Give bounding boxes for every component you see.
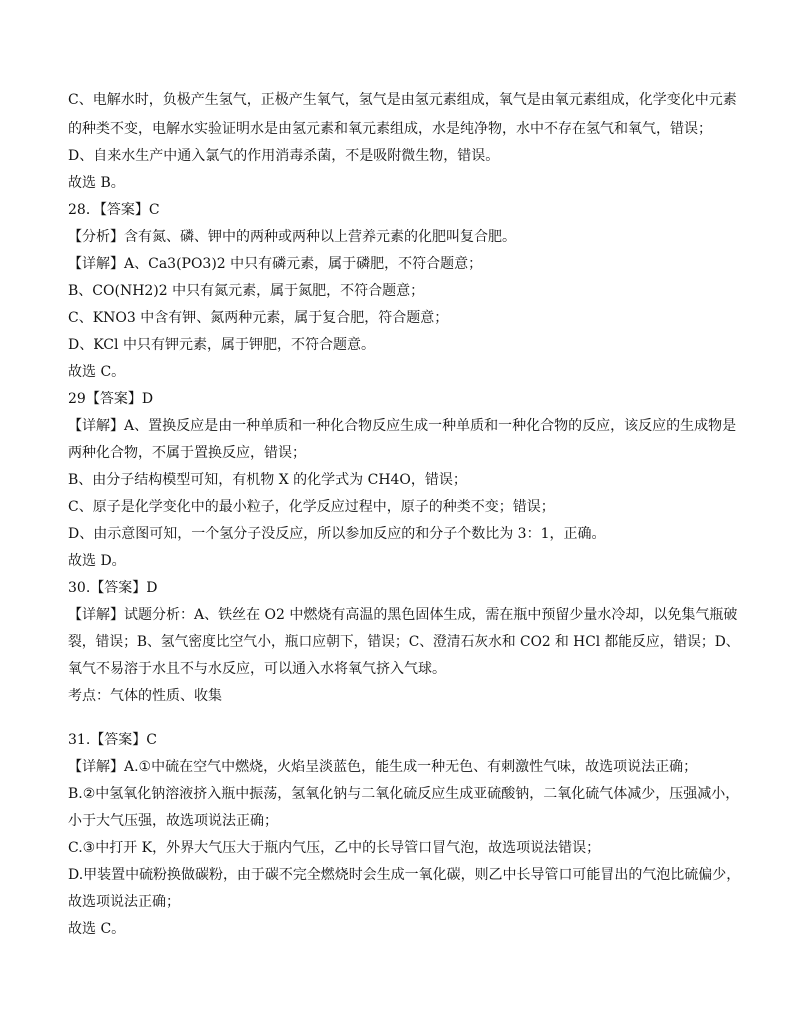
text-line: B、CO(NH2)2 中只有氮元素，属于氮肥，不符合题意； [68,283,425,299]
text-line: 【详解】A、置换反应是由一种单质和一种化合物反应生成一种单质和一种化合物的反应，该反应的生成物是 [68,418,737,434]
text-line: C.③中打开 K，外界大气压大于瓶内气压，乙中的长导管口冒气泡，故选项说法错误； [68,840,601,856]
answer-heading: 28．【答案】C [68,202,160,218]
text-line: D、由示意图可知，一个氢分子没反应，所以参加反应的和分子个数比为 3：1，正确。 [68,526,606,542]
answer-heading: 29【答案】D [68,391,154,407]
text-line: 考点：气体的性质、收集 [68,688,222,704]
text-line: C、KNO3 中含有钾、氮两种元素，属于复合肥，符合题意； [68,310,449,326]
text-line: D.甲装置中硫粉换做碳粉，由于碳不完全燃烧时会生成一氧化碳，则乙中长导管口可能冒出的气泡比硫偏少， [68,867,741,883]
text-line: 【详解】A.①中硫在空气中燃烧，火焰呈淡蓝色，能生成一种无色、有刺激性气味，故选项说法正确； [68,759,698,775]
text-line: 【详解】试题分析：A、铁丝在 O2 中燃烧有高温的黑色固体生成，需在瓶中预留少量水冷却，以免集气瓶破 [68,607,738,623]
text-line: 故选项说法正确； [68,894,180,910]
text-line: 氧气不易溶于水且不与水反应，可以通入水将氧气挤入气球。 [68,661,446,677]
text-line: 故选 D。 [68,553,126,569]
text-line: 【分析】含有氮、磷、钾中的两种或两种以上营养元素的化肥叫复合肥。 [68,229,516,245]
text-line: 裂，错误；B、氢气密度比空气小，瓶口应朝下，错误；C、澄清石灰水和 CO2 和 HCl 都能反应，错误；D、 [68,634,740,650]
text-line: B、由分子结构模型可知，有机物 X 的化学式为 CH4O，错误； [68,472,467,488]
text-line: D、自来水生产中通入氯气的作用消毒杀菌，不是吸附微生物，错误。 [68,148,500,164]
text-line: 故选 C。 [68,921,126,937]
answer-heading: 31.【答案】C [68,732,157,748]
text-line: 故选 C。 [68,364,126,380]
text-line: C、电解水时，负极产生氢气，正极产生氧气，氢气是由氢元素组成，氧气是由氧元素组成，化学变化中元素 [68,92,737,108]
text-line: 的种类不变，电解水实验证明水是由氢元素和氧元素组成，水是纯净物，水中不存在氢气和氧气，错误； [68,121,712,137]
text-line: C、原子是化学变化中的最小粒子，化学反应过程中，原子的种类不变；错误； [68,499,555,515]
answer-heading: 30.【答案】D [68,580,158,596]
text-line: 【详解】A、Ca3(PO3)2 中只有磷元素，属于磷肥，不符合题意； [68,256,483,272]
text-line: 故选 B。 [68,175,125,191]
text-line: D、KCl 中只有钾元素，属于钾肥，不符合题意。 [68,337,375,353]
text-line: 小于大气压强，故选项说法正确； [68,813,278,829]
text-line: 两种化合物，不属于置换反应，错误； [68,445,306,461]
text-line: B.②中氢氧化钠溶液挤入瓶中振荡，氢氧化钠与二氧化硫反应生成亚硫酸钠，二氧化硫气体减少，压强减小， [68,786,740,802]
